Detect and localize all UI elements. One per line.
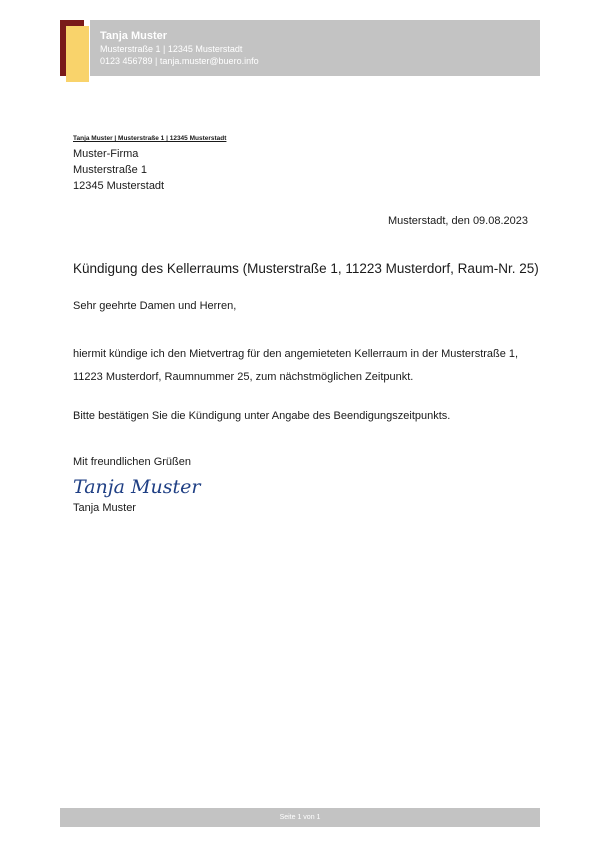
- letterhead-address: Musterstraße 1 | 12345 Musterstadt: [100, 44, 243, 54]
- letter-date: Musterstadt, den 09.08.2023: [387, 215, 528, 227]
- letter-subject: Kündigung des Kellerraums (Musterstraße 1, 11223 Musterdorf, Raum-Nr. 25): [73, 261, 539, 276]
- closing-phrase: Mit freundlichen Grüßen: [73, 456, 191, 468]
- recipient-city: 12345 Musterstadt: [73, 180, 165, 192]
- recipient-company: Muster-Firma: [73, 148, 139, 160]
- header-accent-yellow-bar: [66, 26, 89, 82]
- letterhead-name: Tanja Muster: [100, 30, 168, 42]
- recipient-address: [73, 146, 164, 194]
- letterhead-contact: 0123 456789 | tanja.muster@buero.info: [100, 56, 259, 66]
- salutation: Sehr geehrte Damen und Herren,: [73, 300, 237, 312]
- signer-name: Tanja Muster: [73, 502, 136, 514]
- letterhead: [90, 20, 540, 76]
- body-paragraph: Bitte bestätigen Sie die Kündigung unter Angabe des Beendigungszeitpunkts.: [73, 410, 451, 422]
- body-paragraph: hiermit kündige ich den Mietvertrag für den angemieteten Kellerraum in der Musterstraße 1, 11223 Musterdorf, Raumnummer 25, zum nächstmöglichen Zeitpunkt.: [73, 348, 519, 383]
- recipient-street: Musterstraße 1: [73, 164, 147, 176]
- page-footer: Seite 1 von 1: [60, 808, 540, 827]
- handwritten-signature: Tanja Muster: [73, 476, 201, 498]
- return-address-line: Tanja Muster | Musterstraße 1 | 12345 Musterstadt: [73, 135, 227, 142]
